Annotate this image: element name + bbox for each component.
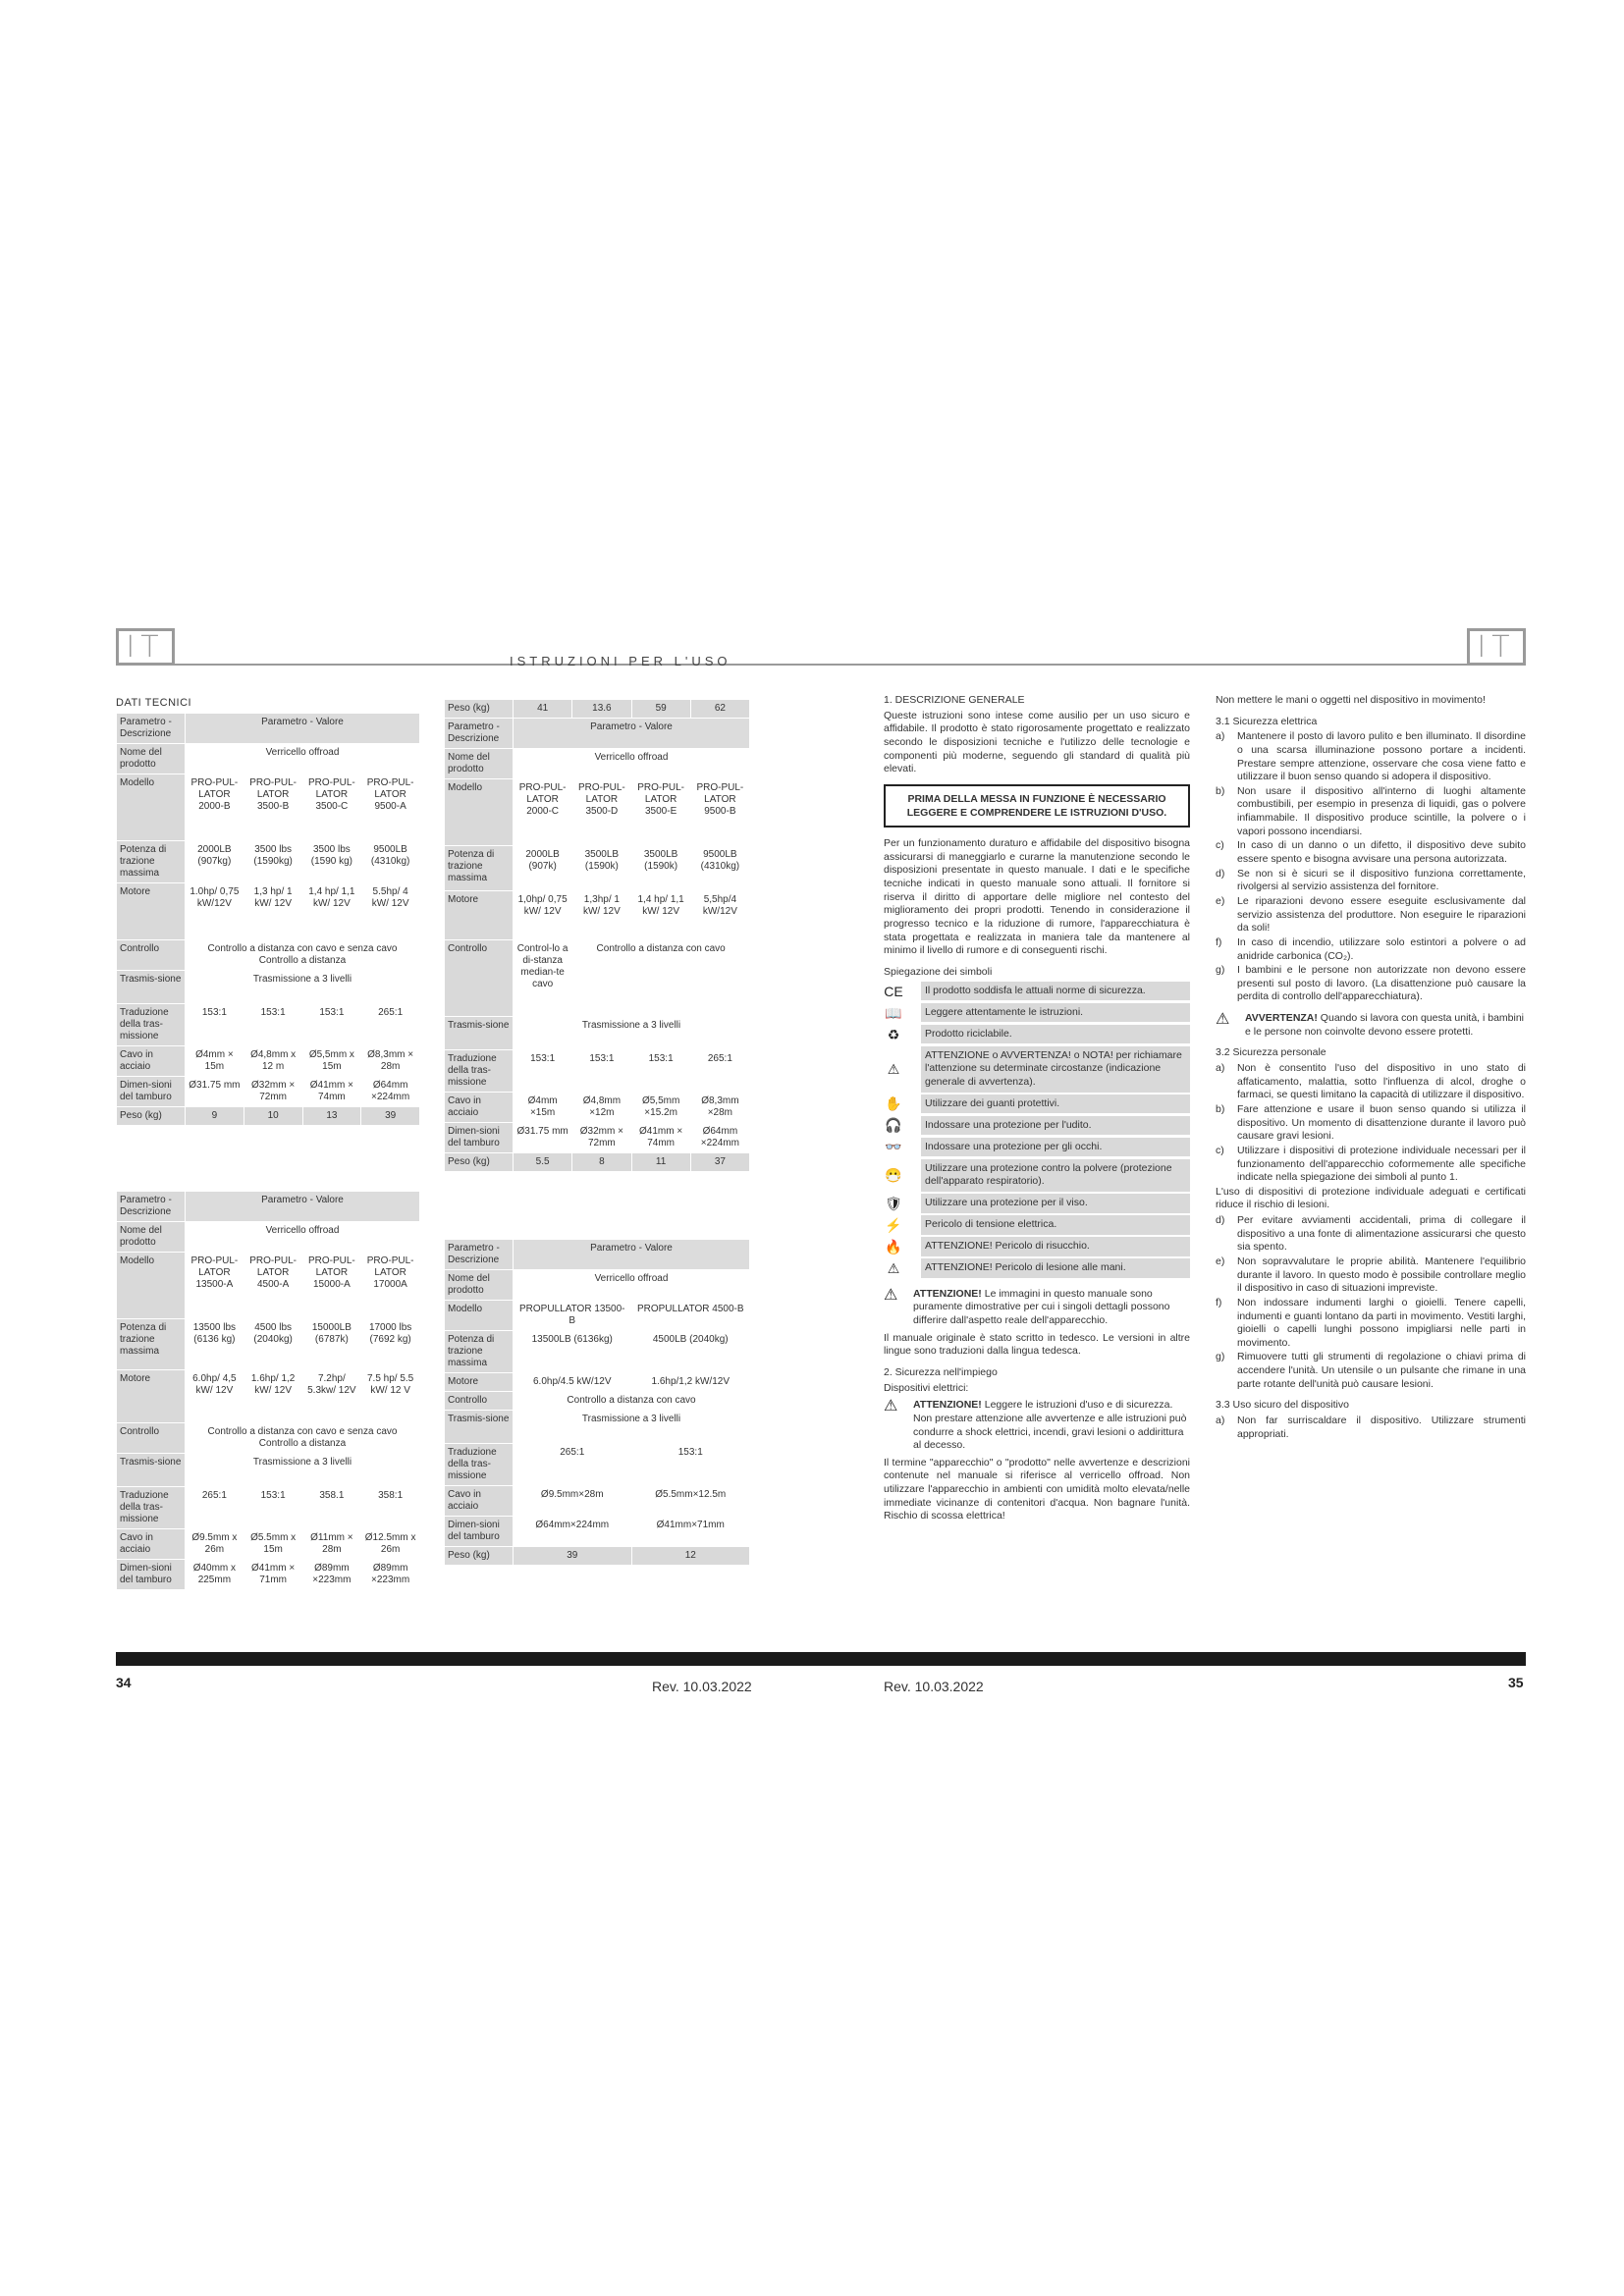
drum-cell: Ø89mm ×223mm bbox=[361, 1560, 420, 1590]
pull-cell: 4500LB (2040kg) bbox=[631, 1331, 750, 1373]
name-label: Nome del prodotto bbox=[445, 1270, 514, 1301]
ratio-label: Traduzione della tras-missione bbox=[117, 1004, 186, 1046]
symbol-description: Il prodotto soddisfa le attuali norme di sicurezza. bbox=[921, 982, 1190, 1001]
read-manual-icon: 📖 bbox=[885, 1004, 902, 1021]
motor-cell: 6.0hp/ 4,5 kW/ 12V bbox=[186, 1370, 244, 1423]
pull-cell: 3500 lbs (1590kg) bbox=[244, 841, 302, 883]
control-label: Controllo bbox=[117, 940, 186, 971]
param-value-header: Parametro - Valore bbox=[514, 719, 750, 749]
param-value-header: Parametro - Valore bbox=[186, 1192, 420, 1222]
cable-cell: Ø5,5mm ×15.2m bbox=[631, 1093, 690, 1123]
weight-label: Peso (kg) bbox=[117, 1107, 186, 1126]
cable-cell: Ø4mm × 15m bbox=[186, 1046, 244, 1077]
symbol-description: Prodotto riciclabile. bbox=[921, 1025, 1190, 1044]
paragraph: L'uso di dispositivi di protezione individuale adeguati e certificati riduce il rischio di lesioni. bbox=[1216, 1185, 1526, 1211]
motor-cell: 5.5hp/ 4 kW/ 12V bbox=[361, 883, 420, 940]
list-item bbox=[1216, 1062, 1526, 1102]
list-marker: f) bbox=[1216, 1296, 1222, 1308]
model-label: Modello bbox=[445, 779, 514, 846]
cable-cell: Ø4,8mm x 12 m bbox=[244, 1046, 302, 1077]
transmission-label: Trasmis-sione bbox=[117, 971, 186, 1004]
motor-label: Motore bbox=[445, 1373, 514, 1392]
list-marker: d) bbox=[1216, 1214, 1225, 1227]
drum-cell: Ø64mm×224mm bbox=[514, 1517, 632, 1547]
ratio-cell: 265:1 bbox=[186, 1487, 244, 1529]
motor-cell: 7.5 hp/ 5.5 kW/ 12 V bbox=[361, 1370, 420, 1423]
model-cell: PROPULLATOR 4500-B bbox=[631, 1301, 750, 1331]
drum-cell: Ø41mm × 74mm bbox=[302, 1077, 361, 1107]
symbol-row bbox=[884, 1215, 1190, 1235]
symbol-description: Indossare una protezione per gli occhi. bbox=[921, 1138, 1190, 1157]
weight-cell: 5.5 bbox=[514, 1153, 572, 1172]
list-text: I bambini e le persone non autorizzate non devono essere presenti sul posto di lavoro. (La disattenzione può causare la perdita di controllo dell'apparecchiatura). bbox=[1237, 964, 1526, 1003]
name-label: Nome del prodotto bbox=[445, 749, 514, 779]
symbol-row bbox=[884, 1138, 1190, 1157]
revision-right: Rev. 10.03.2022 bbox=[884, 1679, 984, 1694]
param-label: Parametro - Descrizione bbox=[117, 714, 186, 744]
list-item bbox=[1216, 1255, 1526, 1296]
control-value: Control-lo a di-stanza median-te cavo bbox=[514, 940, 572, 1017]
header-title: ISTRUZIONI PER L'USO bbox=[510, 654, 731, 668]
cable-label: Cavo in acciaio bbox=[117, 1529, 186, 1560]
motor-cell: 1,3hp/ 1 kW/ 12V bbox=[572, 891, 631, 940]
motor-cell: 5,5hp/4 kW/12V bbox=[690, 891, 749, 940]
warning-label: ATTENZIONE! bbox=[913, 1399, 982, 1412]
list-marker: b) bbox=[1216, 1102, 1225, 1115]
model-cell: PRO-PUL-LATOR 17000A bbox=[361, 1253, 420, 1319]
drum-cell: Ø41mm × 74mm bbox=[631, 1123, 690, 1153]
param-value-header: Parametro - Valore bbox=[186, 714, 420, 744]
motor-cell: 1,4 hp/ 1,1 kW/ 12V bbox=[631, 891, 690, 940]
motor-cell: 7.2hp/ 5.3kw/ 12V bbox=[302, 1370, 361, 1423]
pull-cell: 4500 lbs (2040kg) bbox=[244, 1319, 302, 1370]
face-shield-icon: 🛡 bbox=[885, 1195, 902, 1211]
model-label: Modello bbox=[445, 1301, 514, 1331]
revision-left: Rev. 10.03.2022 bbox=[652, 1679, 752, 1694]
cable-cell: Ø5.5mm×12.5m bbox=[631, 1486, 750, 1517]
drum-cell: Ø32mm × 72mm bbox=[244, 1077, 302, 1107]
model-cell: PRO-PUL-LATOR 13500-A bbox=[186, 1253, 244, 1319]
motor-cell: 1,4 hp/ 1,1 kW/ 12V bbox=[302, 883, 361, 940]
model-cell: PRO-PUL-LATOR 2000-C bbox=[514, 779, 572, 846]
model-cell: PRO-PUL-LATOR 9500-A bbox=[361, 774, 420, 841]
dust-mask-icon: 😷 bbox=[885, 1167, 902, 1184]
pull-cell: 13500 lbs (6136 kg) bbox=[186, 1319, 244, 1370]
page-number-left: 34 bbox=[116, 1675, 132, 1690]
list-item bbox=[1216, 730, 1526, 784]
pull-cell: 9500LB (4310kg) bbox=[690, 846, 749, 891]
weight-label: Peso (kg) bbox=[445, 1547, 514, 1566]
cable-cell: Ø9.5mm x 26m bbox=[186, 1529, 244, 1560]
list-item bbox=[1216, 1415, 1526, 1441]
cable-cell: Ø8,3mm × 28m bbox=[361, 1046, 420, 1077]
symbol-description: Indossare una protezione per l'udito. bbox=[921, 1116, 1190, 1136]
paragraph: Il termine "apparecchio" o "prodotto" nelle avvertenze e descrizioni contenute nel manuale si riferisce al verricello offroad. Non utilizzare l'apparecchio in ambienti con umidità molto elevata/nelle immediate vicinanze di contenitori d'acqua. Non bagnare l'unità. Rischio di scossa elettrica! bbox=[884, 1456, 1190, 1522]
symbol-row bbox=[884, 1095, 1190, 1114]
param-value-header: Parametro - Valore bbox=[514, 1240, 750, 1270]
footer-bar bbox=[116, 1652, 1526, 1666]
model-cell: PRO-PUL-LATOR 9500-B bbox=[690, 779, 749, 846]
param-label: Parametro - Descrizione bbox=[445, 719, 514, 749]
symbol-description: Utilizzare una protezione per il viso. bbox=[921, 1194, 1190, 1213]
header-rule bbox=[175, 664, 1467, 666]
pull-cell: 3500LB (1590k) bbox=[572, 846, 631, 891]
warning-note bbox=[1216, 1012, 1526, 1039]
weight-cell: 39 bbox=[361, 1107, 420, 1126]
subheading-electrical-devices: Dispositivi elettrici: bbox=[884, 1381, 969, 1394]
ratio-cell: 153:1 bbox=[572, 1050, 631, 1093]
ratio-cell: 153:1 bbox=[244, 1004, 302, 1046]
pull-label: Potenza di trazione massima bbox=[117, 841, 186, 883]
model-cell: PRO-PUL-LATOR 2000-B bbox=[186, 774, 244, 841]
list-item bbox=[1216, 936, 1526, 963]
cable-cell: Ø5,5mm x 15m bbox=[302, 1046, 361, 1077]
ratio-cell: 153:1 bbox=[302, 1004, 361, 1046]
warning-text: Le immagini in questo manuale sono puramente dimostrative per cui i singoli dettagli possono differire dall'aspetto reale dell'apparecchio. bbox=[913, 1287, 1170, 1327]
list-marker: c) bbox=[1216, 839, 1224, 852]
control-value: Controllo a distanza con cavo bbox=[514, 1392, 750, 1411]
drum-cell: Ø31.75 mm bbox=[186, 1077, 244, 1107]
list-text: Non far surriscaldare il dispositivo. Utilizzare strumenti appropriati. bbox=[1237, 1415, 1526, 1440]
pull-label: Potenza di trazione massima bbox=[117, 1319, 186, 1370]
motor-cell: 1,3 hp/ 1 kW/ 12V bbox=[244, 883, 302, 940]
pull-cell: 9500LB (4310kg) bbox=[361, 841, 420, 883]
symbol-row bbox=[884, 1194, 1190, 1213]
heading-device-safety: 3.3 Uso sicuro del dispositivo bbox=[1216, 1399, 1349, 1412]
cable-cell: Ø8,3mm ×28m bbox=[690, 1093, 749, 1123]
ratio-cell: 265:1 bbox=[690, 1050, 749, 1093]
transmission-label: Trasmis-sione bbox=[117, 1454, 186, 1487]
pull-cell: 15000LB (6787k) bbox=[302, 1319, 361, 1370]
warning-note bbox=[884, 1399, 1190, 1453]
control-label: Controllo bbox=[445, 940, 514, 1017]
weight-label: Peso (kg) bbox=[445, 1153, 514, 1172]
list-marker: e) bbox=[1216, 894, 1225, 907]
weight-cell: 37 bbox=[690, 1153, 749, 1172]
drum-cell: Ø64mm ×224mm bbox=[361, 1077, 420, 1107]
list-item bbox=[1216, 1103, 1526, 1144]
pull-label: Potenza di trazione massima bbox=[445, 1331, 514, 1373]
symbol-row bbox=[884, 1025, 1190, 1044]
symbol-row bbox=[884, 1159, 1190, 1192]
list-marker: a) bbox=[1216, 730, 1225, 743]
weight-cell: 39 bbox=[514, 1547, 632, 1566]
heading-general-description: 1. DESCRIZIONE GENERALE bbox=[884, 694, 1025, 706]
cable-cell: Ø9.5mm×28m bbox=[514, 1486, 632, 1517]
list-marker: a) bbox=[1216, 1415, 1225, 1427]
language-logo-left: IT bbox=[116, 628, 175, 666]
weight-cell: 13 bbox=[302, 1107, 361, 1126]
right-column-2 bbox=[1216, 694, 1526, 1442]
drum-label: Dimen-sioni del tamburo bbox=[117, 1077, 186, 1107]
ratio-cell: 153:1 bbox=[244, 1487, 302, 1529]
name-value: Verricello offroad bbox=[514, 1270, 750, 1301]
motor-cell: 1.6hp/ 1,2 kW/ 12V bbox=[244, 1370, 302, 1423]
transmission-value: Trasmissione a 3 livelli bbox=[514, 1411, 750, 1444]
drum-cell: Ø40mm x 225mm bbox=[186, 1560, 244, 1590]
list-item bbox=[1216, 1297, 1526, 1351]
warning-triangle-icon: ⚠ bbox=[884, 1398, 898, 1415]
list-marker: g) bbox=[1216, 964, 1225, 977]
ratio-cell: 153:1 bbox=[631, 1444, 750, 1486]
drum-cell: Ø32mm × 72mm bbox=[572, 1123, 631, 1153]
spec-table-3 bbox=[444, 699, 750, 1172]
param-label: Parametro - Descrizione bbox=[445, 1240, 514, 1270]
paragraph: Il manuale originale è stato scritto in tedesco. Le versioni in altre lingue sono traduzioni dalla lingua tedesca. bbox=[884, 1331, 1190, 1358]
list-text: Mantenere il posto di lavoro pulito e ben illuminato. Il disordine o una scarsa illuminazione possono portare a incidenti. Prestare sempre attenzione, osservare che cosa viene fatto e utilizzare il buon senso quando si adopera il dispositivo. bbox=[1237, 730, 1526, 783]
paragraph: Non mettere le mani o oggetti nel dispositivo in movimento! bbox=[1216, 694, 1486, 706]
ratio-cell: 265:1 bbox=[514, 1444, 632, 1486]
list-text: Rimuovere tutti gli strumenti di regolazione o chiavi prima di accendere l'unità. Un utensile o un pulsante che rimane in una parte rotante dell'unità può causare lesioni. bbox=[1237, 1351, 1526, 1390]
warning-note bbox=[884, 1288, 1190, 1328]
spec-table-1 bbox=[116, 713, 420, 1126]
list-text: Non usare il dispositivo all'interno di luoghi altamente combustibili, per esempio in presenza di liquidi, gas o polvere infiammabile. Il dispositivo produce scintille, la polvere o i vapori possono incendiarsi. bbox=[1237, 784, 1526, 837]
ear-protection-icon: 🎧 bbox=[885, 1117, 902, 1134]
list-text: Non è consentito l'uso del dispositivo in uno stato di affaticamento, malattia, sotto l'influenza di alcol, droghe o farmaci, se questi limitano la capacità di utilizzare il dispositivo. bbox=[1237, 1062, 1526, 1101]
weight-cell: 62 bbox=[690, 700, 749, 719]
pull-cell: 3500LB (1590k) bbox=[631, 846, 690, 891]
symbols-list bbox=[884, 982, 1190, 1278]
model-label: Modello bbox=[117, 774, 186, 841]
warning-label: ATTENZIONE! bbox=[913, 1287, 982, 1300]
heading-personal-safety: 3.2 Sicurezza personale bbox=[1216, 1046, 1326, 1059]
cable-cell: Ø11mm × 28m bbox=[302, 1529, 361, 1560]
drum-cell: Ø31.75 mm bbox=[514, 1123, 572, 1153]
ratio-cell: 358.1 bbox=[302, 1487, 361, 1529]
drum-cell: Ø64mm ×224mm bbox=[690, 1123, 749, 1153]
list-text: Le riparazioni devono essere eseguite esclusivamente dal servizio assistenza del produttore. Non eseguire le riparazioni da soli! bbox=[1237, 894, 1526, 934]
param-label: Parametro - Descrizione bbox=[117, 1192, 186, 1222]
ratio-label: Traduzione della tras-missione bbox=[117, 1487, 186, 1529]
weight-cell: 9 bbox=[186, 1107, 244, 1126]
weight-cell: 41 bbox=[514, 700, 572, 719]
list-item bbox=[1216, 839, 1526, 866]
pull-cell: 3500 lbs (1590 kg) bbox=[302, 841, 361, 883]
weight-cell: 11 bbox=[631, 1153, 690, 1172]
motor-cell: 6.0hp/4.5 kW/12V bbox=[514, 1373, 632, 1392]
list-marker: e) bbox=[1216, 1255, 1225, 1267]
warning-triangle-icon: ⚠ bbox=[887, 1060, 900, 1077]
list-text: Utilizzare i dispositivi di protezione individuale necessari per il funzionamento dell'apparecchio coformemente alle specifiche indicate nella spiegazione dei simboli al punto 1. bbox=[1237, 1144, 1526, 1184]
ratio-cell: 153:1 bbox=[514, 1050, 572, 1093]
control-value: Controllo a distanza con cavo bbox=[572, 940, 750, 1017]
symbol-row bbox=[884, 1258, 1190, 1278]
cable-label: Cavo in acciaio bbox=[445, 1486, 514, 1517]
drum-label: Dimen-sioni del tamburo bbox=[117, 1560, 186, 1590]
pull-cell: 2000LB (907k) bbox=[514, 846, 572, 891]
eye-protection-icon: 👓 bbox=[885, 1139, 902, 1155]
cable-label: Cavo in acciaio bbox=[117, 1046, 186, 1077]
symbol-description: ATTENZIONE! Pericolo di lesione alle mani. bbox=[921, 1258, 1190, 1278]
heading-electrical-safety: 3.1 Sicurezza elettrica bbox=[1216, 715, 1318, 727]
list-item bbox=[1216, 964, 1526, 1004]
symbol-description: ATTENZIONE! Pericolo di risucchio. bbox=[921, 1237, 1190, 1256]
model-cell: PRO-PUL-LATOR 15000-A bbox=[302, 1253, 361, 1319]
weight-label: Peso (kg) bbox=[445, 700, 514, 719]
motor-label: Motore bbox=[445, 891, 514, 940]
ratio-cell: 153:1 bbox=[631, 1050, 690, 1093]
motor-label: Motore bbox=[117, 1370, 186, 1423]
transmission-value: Trasmissione a 3 livelli bbox=[514, 1017, 750, 1050]
symbol-row bbox=[884, 1116, 1190, 1136]
weight-cell: 13.6 bbox=[572, 700, 631, 719]
name-label: Nome del prodotto bbox=[117, 744, 186, 774]
drum-cell: Ø41mm × 71mm bbox=[244, 1560, 302, 1590]
page-number-right: 35 bbox=[1508, 1675, 1524, 1690]
warning-triangle-icon: ⚠ bbox=[884, 1286, 898, 1304]
transmission-value: Trasmissione a 3 livelli bbox=[186, 971, 420, 1004]
control-label: Controllo bbox=[445, 1392, 514, 1411]
model-cell: PRO-PUL-LATOR 3500-D bbox=[572, 779, 631, 846]
ratio-cell: 265:1 bbox=[361, 1004, 420, 1046]
cable-cell: Ø4mm ×15m bbox=[514, 1093, 572, 1123]
gloves-icon: ✋ bbox=[885, 1095, 902, 1112]
name-value: Verricello offroad bbox=[186, 1222, 420, 1253]
motor-cell: 1.0hp/ 0,75 kW/12V bbox=[186, 883, 244, 940]
drum-label: Dimen-sioni del tamburo bbox=[445, 1123, 514, 1153]
list-text: Fare attenzione e usare il buon senso quando si utilizza il dispositivo. Un momento di disattenzione durante il lavoro può causare gravi lesioni. bbox=[1237, 1102, 1526, 1143]
cable-label: Cavo in acciaio bbox=[445, 1093, 514, 1123]
ratio-label: Traduzione della tras-missione bbox=[445, 1444, 514, 1486]
pull-cell: 2000LB (907kg) bbox=[186, 841, 244, 883]
symbol-row bbox=[884, 982, 1190, 1001]
motor-cell: 1.6hp/1,2 kW/12V bbox=[631, 1373, 750, 1392]
model-cell: PROPULLATOR 13500-B bbox=[514, 1301, 632, 1331]
list-marker: c) bbox=[1216, 1144, 1224, 1156]
list-text: Se non si è sicuri se il dispositivo funziona correttamente, rivolgersi al servizio assistenza del fornitore. bbox=[1237, 867, 1526, 893]
warning-text: Quando si lavora con questa unità, i bambini e le persone non coinvolte devono essere protetti. bbox=[1245, 1012, 1525, 1038]
model-cell: PRO-PUL-LATOR 4500-A bbox=[244, 1253, 302, 1319]
list-text: In caso di incendio, utilizzare solo estintori a polvere o ad anidride carbonica (CO₂). bbox=[1237, 935, 1526, 962]
heading-symbols: Spiegazione dei simboli bbox=[884, 965, 993, 978]
drum-cell: Ø89mm ×223mm bbox=[302, 1560, 361, 1590]
ce-mark-icon: CE bbox=[884, 983, 903, 999]
transmission-label: Trasmis-sione bbox=[445, 1017, 514, 1050]
model-cell: PRO-PUL-LATOR 3500-C bbox=[302, 774, 361, 841]
list-text: Non indossare indumenti larghi o gioielli. Tenere capelli, indumenti e guanti lontano da parti in movimento. Vestiti larghi, gioielli o capelli lunghi possono impigliarsi nelle parti in movimento. bbox=[1237, 1296, 1526, 1349]
heading-safety: 2. Sicurezza nell'impiego bbox=[884, 1366, 998, 1378]
list-item bbox=[1216, 1214, 1526, 1255]
list-text: In caso di un danno o un difetto, il dispositivo deve subito essere spento e bisogna avvisare una persona autorizzata. bbox=[1237, 839, 1526, 866]
cable-cell: Ø4,8mm ×12m bbox=[572, 1093, 631, 1123]
cable-cell: Ø5.5mm x 15m bbox=[244, 1529, 302, 1560]
recycle-bin-icon: ♻ bbox=[887, 1026, 900, 1042]
model-cell: PRO-PUL-LATOR 3500-B bbox=[244, 774, 302, 841]
electric-hazard-icon: ⚡ bbox=[885, 1216, 902, 1233]
control-value: Controllo a distanza con cavo e senza cavo Controllo a distanza bbox=[186, 940, 420, 971]
symbol-description: Pericolo di tensione elettrica. bbox=[921, 1215, 1190, 1235]
symbol-description: Utilizzare una protezione contro la polvere (protezione dell'apparato respiratorio). bbox=[921, 1159, 1190, 1192]
symbol-row bbox=[884, 1046, 1190, 1093]
warning-triangle-icon: ⚠ bbox=[1216, 1011, 1230, 1029]
spec-table-2 bbox=[116, 1191, 420, 1590]
symbol-description: ATTENZIONE o AVVERTENZA! o NOTA! per richiamare l'attenzione su determinate circostanze (indicazione generale di avvertenza). bbox=[921, 1046, 1190, 1093]
right-column-1 bbox=[884, 694, 1190, 1525]
ratio-cell: 153:1 bbox=[186, 1004, 244, 1046]
list-marker: d) bbox=[1216, 867, 1225, 880]
model-label: Modello bbox=[117, 1253, 186, 1319]
section-title-technical-data: DATI TECNICI bbox=[116, 697, 192, 709]
pull-cell: 17000 lbs (7692 kg) bbox=[361, 1319, 420, 1370]
drum-cell: Ø41mm×71mm bbox=[631, 1517, 750, 1547]
symbol-row bbox=[884, 1003, 1190, 1023]
list-text: Non sopravvalutare le proprie abilità. Mantenere l'equilibrio durante il lavoro. In questo modo è possibile controllare meglio il dispositivo in caso di situazioni impreviste. bbox=[1237, 1255, 1526, 1295]
pull-label: Potenza di trazione massima bbox=[445, 846, 514, 891]
model-cell: PRO-PUL-LATOR 3500-E bbox=[631, 779, 690, 846]
ratio-label: Traduzione della tras-missione bbox=[445, 1050, 514, 1093]
list-item bbox=[1216, 895, 1526, 935]
transmission-value: Trasmissione a 3 livelli bbox=[186, 1454, 420, 1487]
hand-injury-warning-icon: ⚠ bbox=[887, 1259, 900, 1276]
motor-label: Motore bbox=[117, 883, 186, 940]
language-logo-right: IT bbox=[1467, 628, 1526, 666]
cable-cell: Ø12.5mm x 26m bbox=[361, 1529, 420, 1560]
paragraph: Queste istruzioni sono intese come ausilio per un uso sicuro e affidabile. Il prodotto è stato rigorosamente progettato e realizzato secondo le disposizioni tecniche e l'utilizzo delle tecnologie e componenti più moderne, seguendo gli standard di qualità più elevati. bbox=[884, 709, 1190, 775]
control-value: Controllo a distanza con cavo e senza cavo Controllo a distanza bbox=[186, 1423, 420, 1454]
symbol-description: Leggere attentamente le istruzioni. bbox=[921, 1003, 1190, 1023]
symbol-row bbox=[884, 1237, 1190, 1256]
ratio-cell: 358:1 bbox=[361, 1487, 420, 1529]
warning-text: Leggere le istruzioni d'uso e di sicurezza. Non prestare attenzione alle avvertenze e alle istruzioni può condurre a shock elettrici, incendi, gravi lesioni o addirittura al decesso. bbox=[913, 1399, 1187, 1452]
entanglement-hazard-icon: 🔥 bbox=[885, 1238, 902, 1255]
list-item bbox=[1216, 1351, 1526, 1391]
symbol-description: Utilizzare dei guanti protettivi. bbox=[921, 1095, 1190, 1114]
warning-label: AVVERTENZA! bbox=[1245, 1012, 1318, 1025]
list-marker: a) bbox=[1216, 1062, 1225, 1075]
weight-cell: 59 bbox=[631, 700, 690, 719]
transmission-label: Trasmis-sione bbox=[445, 1411, 514, 1444]
list-text: Per evitare avviamenti accidentali, prima di collegare il dispositivo a una fonte di alimentazione assicurarsi che questo sia spento. bbox=[1237, 1214, 1526, 1254]
pull-cell: 13500LB (6136kg) bbox=[514, 1331, 632, 1373]
list-marker: f) bbox=[1216, 935, 1222, 948]
paragraph: Per un funzionamento duraturo e affidabile del dispositivo bisogna assicurarsi di maneggiarlo e curarne la manutenzione secondo le disposizioni presentate in questo manuale. I dati e le specifiche tecniche indicati in questo manuale sono attuali. Il fornitore si riserva il diritto di apportare delle migliore nel contesto del miglioramento dei propri prodotti. Tenendo in considerazione il progresso tecnico e la riduzione di rumore, l'apparecchiatura è stata progettata e realizzata in maniera tale da mantenere al minimo il livello di rumore e di conseguenti rischi. bbox=[884, 837, 1190, 957]
list-item bbox=[1216, 1145, 1526, 1185]
motor-cell: 1,0hp/ 0,75 kW/ 12V bbox=[514, 891, 572, 940]
weight-cell: 10 bbox=[244, 1107, 302, 1126]
list-item bbox=[1216, 785, 1526, 839]
weight-cell: 12 bbox=[631, 1547, 750, 1566]
list-marker: g) bbox=[1216, 1351, 1225, 1363]
name-label: Nome del prodotto bbox=[117, 1222, 186, 1253]
read-instructions-notice: PRIMA DELLA MESSA IN FUNZIONE È NECESSARIO LEGGERE E COMPRENDERE LE ISTRUZIONI D'USO. bbox=[884, 784, 1190, 828]
list-item bbox=[1216, 868, 1526, 894]
name-value: Verricello offroad bbox=[514, 749, 750, 779]
weight-cell: 8 bbox=[572, 1153, 631, 1172]
name-value: Verricello offroad bbox=[186, 744, 420, 774]
list-marker: b) bbox=[1216, 784, 1225, 797]
spec-table-4 bbox=[444, 1239, 750, 1566]
control-label: Controllo bbox=[117, 1423, 186, 1454]
drum-label: Dimen-sioni del tamburo bbox=[445, 1517, 514, 1547]
